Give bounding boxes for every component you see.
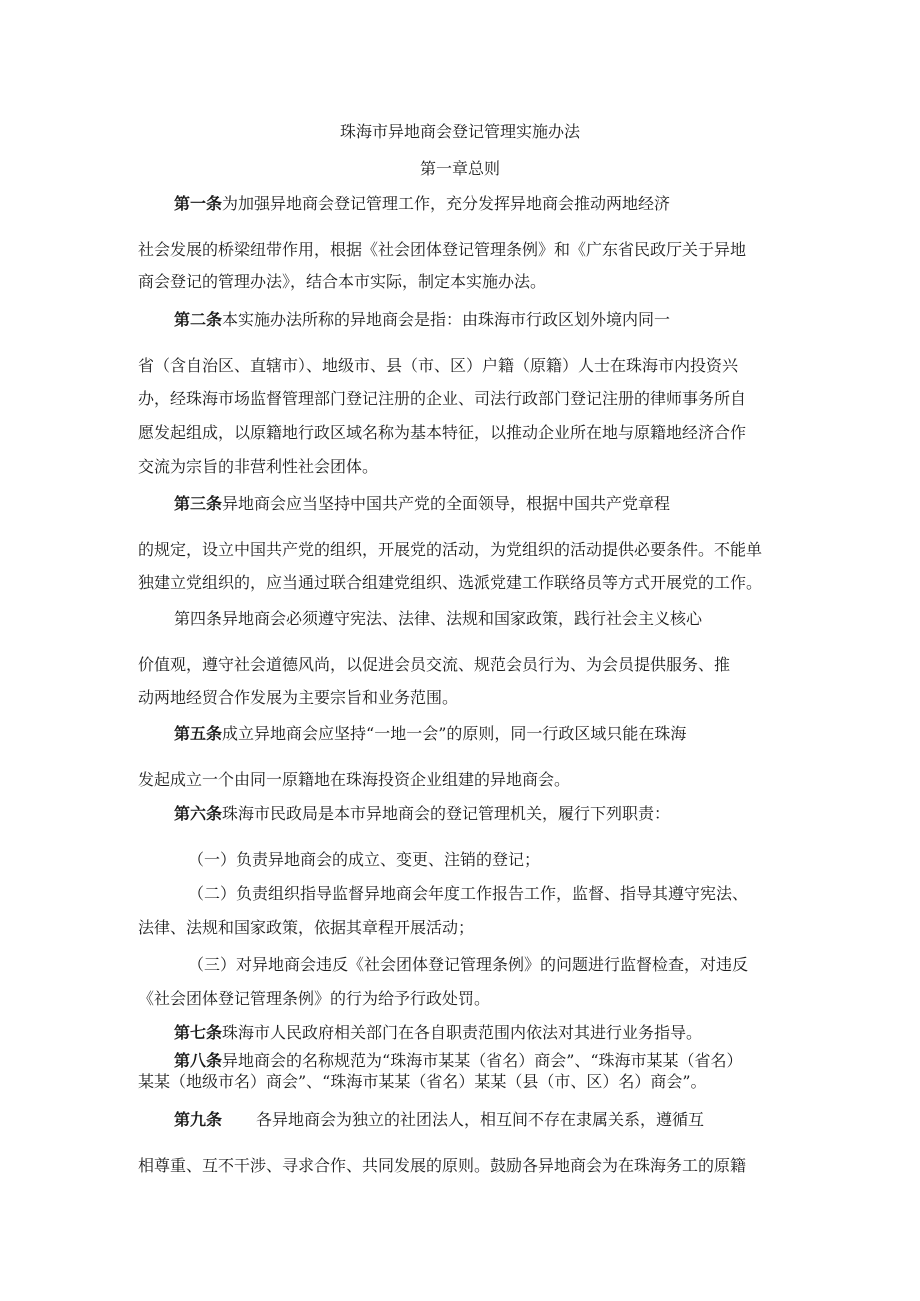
article-6-line-1: 第六条珠海市民政局是本市异地商会的登记管理机关，履行下列职责： xyxy=(174,804,671,823)
article-2-line-5: 交流为宗旨的非营利性社会团体。 xyxy=(138,457,379,476)
article-2-line-1: 第二条本实施办法所称的异地商会是指：由珠海市行政区划外境内同一 xyxy=(174,310,671,329)
article-9-label: 第九条 xyxy=(174,1110,223,1129)
article-6-item-2: （二）负责组织指导监督异地商会年度工作报告工作，监督、指导其遵守宪法、 xyxy=(188,884,749,903)
article-6-item-3: （三）对异地商会违反《社会团体登记管理条例》的问题进行监督检查，对违反 xyxy=(188,955,749,974)
article-4-line-2: 价值观，遵守社会道德风尚，以促进会员交流、规范会员行为、为会员提供服务、推 xyxy=(138,655,731,674)
article-5-line-2: 发起成立一个由同一原籍地在珠海投资企业组建的异地商会。 xyxy=(138,770,571,789)
article-8-line-1: 第八条异地商会的名称规范为“珠海市某某（省名）商会”、“珠海市某某（省名） xyxy=(174,1051,743,1070)
article-2-line-3: 办，经珠海市场监督管理部门登记注册的企业、司法行政部门登记注册的律师事务所自 xyxy=(138,389,747,408)
article-1-line-3: 商会登记的管理办法》，结合本市实际，制定本实施办法。 xyxy=(138,272,547,291)
article-3-line-2: 的规定，设立中国共产党的组织，开展党的活动，为党组织的活动提供必要条件。不能单 xyxy=(138,540,763,559)
article-2-line-4: 愿发起组成，以原籍地行政区域名称为基本特征，以推动企业所在地与原籍地经济合作 xyxy=(138,423,747,442)
article-7-label: 第七条 xyxy=(174,1023,223,1042)
article-6-item-2-cont: 法律、法规和国家政策，依据其章程开展活动； xyxy=(138,918,475,937)
article-8-line-2: 某某（地级市名）商会”、“珠海市某某（省名）某某（县（市、区）名）商会”。 xyxy=(138,1072,707,1091)
article-3-label: 第三条 xyxy=(174,494,223,513)
article-6-item-3-cont: 《社会团体登记管理条例》的行为给予行政处罚。 xyxy=(138,989,491,1008)
article-9-line-2: 相尊重、互不干涉、寻求合作、共同发展的原则。鼓励各异地商会为在珠海务工的原籍 xyxy=(138,1156,747,1175)
article-5-line-1: 第五条成立异地商会应坚持“一地一会”的原则，同一行政区域只能在珠海 xyxy=(174,724,687,743)
article-7-line-1: 第七条珠海市人民政府相关部门在各自职责范围内依法对其进行业务指导。 xyxy=(174,1023,703,1042)
article-4-line-3: 动两地经贸合作发展为主要宗旨和业务范围。 xyxy=(138,688,459,707)
article-8-label: 第八条 xyxy=(174,1051,223,1070)
article-3-line-1: 第三条异地商会应当坚持中国共产党的全面领导，根据中国共产党章程 xyxy=(174,494,671,513)
article-1-line-1: 第一条为加强异地商会登记管理工作，充分发挥异地商会推动两地经济 xyxy=(174,194,671,213)
article-9-line-1: 第九条 各异地商会为独立的社团法人，相互间不存在隶属关系，遵循互 xyxy=(174,1110,705,1129)
article-1-line-2: 社会发展的桥梁纽带作用，根据《社会团体登记管理条例》和《广东省民政厅关于异地 xyxy=(138,240,747,259)
article-6-item-1: （一）负责异地商会的成立、变更、注销的登记； xyxy=(188,850,541,869)
chapter-heading: 第一章总则 xyxy=(419,159,500,178)
document-title: 珠海市异地商会登记管理实施办法 xyxy=(339,122,580,141)
article-1-label: 第一条 xyxy=(174,194,223,213)
article-4-line-1: 第四条异地商会必须遵守宪法、法律、法规和国家政策，践行社会主义核心 xyxy=(174,609,703,628)
article-2-line-2: 省（含自治区、直辖市）、地级市、县（市、区）户籍（原籍）人士在珠海市内投资兴 xyxy=(138,356,739,375)
article-3-line-3: 独建立党组织的，应当通过联合组建党组织、选派党建工作联络员等方式开展党的工作。 xyxy=(138,573,763,592)
article-6-label: 第六条 xyxy=(174,804,223,823)
article-5-label: 第五条 xyxy=(174,724,223,743)
article-2-label: 第二条 xyxy=(174,310,223,329)
